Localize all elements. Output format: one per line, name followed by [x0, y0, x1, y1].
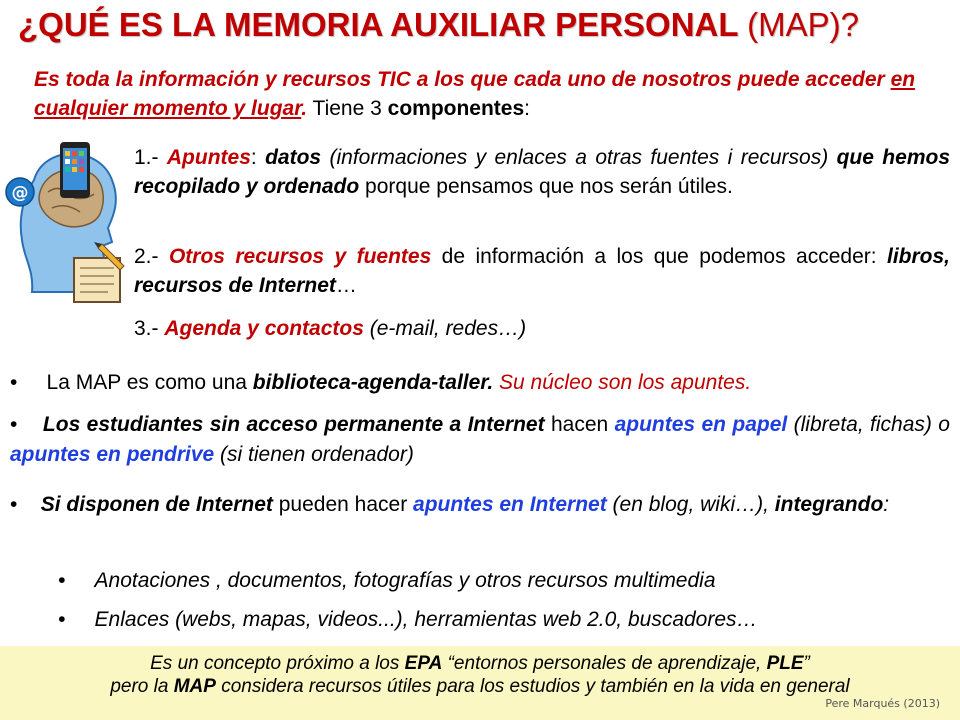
intro-tiene: Tiene 3: [307, 97, 388, 120]
component-bold: que hemos recopilado y ordenado: [134, 146, 950, 198]
bullet-bold: Los estudiantes sin acceso permanente a Internet: [42, 413, 545, 436]
footer-text: considera recursos útiles para los estudios y también en la vida en general: [215, 676, 850, 697]
component-number: 1.-: [134, 146, 167, 169]
footer-text: “entornos personales de aprendizaje,: [442, 653, 767, 674]
bullet-bold: biblioteca-agenda-taller.: [252, 371, 494, 394]
component-text: (informaciones y enlaces a otras fuentes i recursos): [321, 146, 837, 169]
footer-line-1: [0, 653, 960, 675]
component-number: 2.-: [134, 245, 169, 268]
intro-period: .: [301, 97, 308, 120]
component-text: de información a los que podemos acceder:: [431, 245, 887, 268]
component-apuntes: [134, 143, 950, 201]
component-bold: libros, recursos de Internet: [134, 245, 951, 297]
page-title: [18, 6, 948, 44]
bullet-sin-internet: [10, 410, 950, 470]
bullet-bold: Si disponen de Internet: [40, 493, 273, 516]
bullet-dot: •: [10, 493, 18, 516]
footer-ple: PLE: [766, 653, 804, 674]
footer-map: MAP: [173, 676, 216, 697]
component-text: (e-mail, redes…): [363, 317, 527, 340]
footer-epa: EPA: [404, 653, 443, 674]
subbullet-enlaces: [58, 605, 948, 634]
bullet-biblioteca: [10, 368, 950, 398]
author-credit: Pere Marqués (2013): [825, 697, 940, 710]
intro-colon: :: [524, 97, 531, 120]
footer-line-2: [0, 676, 960, 698]
component-key: Otros recursos y fuentes: [168, 245, 432, 268]
component-key: Apuntes: [166, 146, 251, 169]
bullet-text: (si tienen ordenador): [214, 443, 414, 466]
footer-text: Es un concepto próximo a los: [150, 653, 405, 674]
subbullet-text: Anotaciones , documentos, fotografías y otros recursos multimedia: [94, 569, 716, 592]
subbullet-dot: •: [58, 608, 66, 631]
intro-componentes: componentes: [387, 97, 525, 120]
intro-paragraph: [34, 65, 934, 123]
bullet-text: (en blog, wiki…),: [606, 493, 775, 516]
smartphone-icon: [60, 142, 90, 198]
subbullet-anotaciones: [58, 566, 948, 595]
subbullet-dot: •: [58, 569, 66, 592]
component-text: …: [335, 274, 357, 297]
title-main: ¿QUÉ ES LA MEMORIA AUXILIAR PERSONAL: [18, 6, 738, 43]
bullet-text: La MAP es como una: [46, 371, 253, 394]
title-acronym: (MAP)?: [747, 6, 859, 43]
footer-text: pero la: [110, 676, 174, 697]
bullet-con-internet: [10, 490, 950, 520]
bullet-text: pueden hacer: [272, 493, 414, 516]
footer-note: [0, 646, 960, 720]
bullet-dot: •: [10, 413, 18, 436]
svg-text:@: @: [11, 183, 29, 203]
bullet-text: :: [883, 493, 890, 516]
intro-anytime: en cualquier momento y lugar: [34, 68, 916, 120]
bullet-red: Su núcleo son los apuntes.: [493, 371, 752, 394]
component-number: 3.-: [134, 317, 165, 340]
footer-text: ”: [803, 653, 810, 674]
bullet-blue: apuntes en papel: [614, 413, 788, 436]
component-key: Agenda y contactos: [164, 317, 364, 340]
bullet-bold: integrando: [774, 493, 884, 516]
bullet-blue: apuntes en pendrive: [10, 443, 215, 466]
bullet-text: hacen: [544, 413, 615, 436]
bullet-text: (libreta, fichas) o: [787, 413, 950, 436]
component-agenda: [134, 314, 950, 343]
component-bold: datos: [265, 146, 322, 169]
memory-illustration: [4, 140, 130, 310]
intro-text: Es toda la información y recursos TIC a los que cada uno de nosotros puede acceder: [34, 68, 891, 91]
email-globe-icon: [6, 178, 34, 206]
component-sep: :: [250, 146, 266, 169]
component-text: porque pensamos que nos serán útiles.: [359, 175, 733, 198]
bullet-dot: •: [10, 371, 18, 394]
component-otros-recursos: [134, 242, 950, 300]
subbullet-text: Enlaces (webs, mapas, videos...), herramientas web 2.0, buscadores…: [94, 608, 758, 631]
bullet-blue: apuntes en Internet: [413, 493, 607, 516]
